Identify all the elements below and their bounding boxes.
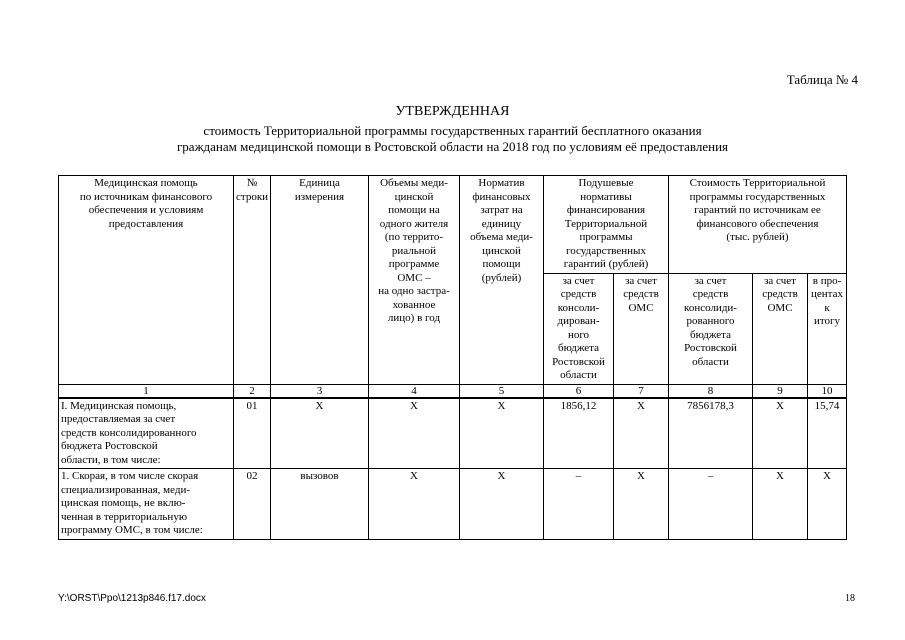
cell-line: центах bbox=[811, 288, 843, 300]
cell-line: ного bbox=[567, 328, 590, 341]
column-number: 1 bbox=[59, 384, 234, 398]
cell-line: гарантий по источникам ее bbox=[694, 204, 821, 216]
cell-line: Медицинская помощь bbox=[94, 177, 198, 189]
cell-line: средств консолидированного bbox=[61, 426, 197, 439]
cell-line: области bbox=[560, 369, 597, 381]
cell-line: Единица bbox=[299, 177, 340, 189]
row-c8: 7856178,3 bbox=[669, 398, 753, 469]
column-number: 6 bbox=[544, 384, 614, 398]
cell-line: строки bbox=[236, 190, 269, 203]
header-c67 bbox=[544, 176, 669, 274]
row-number: 02 bbox=[234, 469, 271, 540]
cell-line: помощи bbox=[482, 258, 521, 270]
row-number: 01 bbox=[234, 398, 271, 469]
header-c7 bbox=[614, 273, 669, 384]
table-number: Таблица № 4 bbox=[786, 72, 858, 87]
title-line-2: стоимость Территориальной программы государственных гарантий бесплатного оказания bbox=[203, 123, 702, 138]
cell-line: за счет bbox=[764, 274, 796, 287]
cell-line: цинской bbox=[482, 244, 521, 257]
row-name bbox=[59, 469, 234, 540]
cell-line: Ростовской bbox=[684, 342, 737, 354]
cell-line: измерения bbox=[294, 190, 345, 203]
file-path: Y:\ORST\Ppo\1213p846.f17.docx bbox=[58, 593, 206, 604]
header-row-1 bbox=[59, 176, 847, 274]
cell-line: ОМС bbox=[767, 301, 793, 314]
column-number: 3 bbox=[271, 384, 369, 398]
row-c9: Х bbox=[753, 469, 808, 540]
column-number: 2 bbox=[234, 384, 271, 398]
cost-table bbox=[58, 175, 847, 540]
cell-line: Стоимость Территориальной bbox=[689, 177, 826, 189]
column-number-row bbox=[59, 384, 847, 398]
title-line-3: гражданам медицинской помощи в Ростовской области на 2018 год по условиям её предоставления bbox=[176, 139, 729, 154]
row-unit: Х bbox=[271, 398, 369, 469]
header-c9 bbox=[753, 273, 808, 384]
header-c810 bbox=[669, 176, 847, 274]
cell-line: за счет bbox=[562, 274, 595, 287]
cell-line: обеспечения и условиям bbox=[88, 204, 204, 216]
cell-line: программы государственных bbox=[689, 190, 826, 203]
cell-line: Ростовской bbox=[552, 355, 605, 368]
cell-line: (рублей) bbox=[481, 271, 522, 284]
title-approved: УТВЕРЖДЕННАЯ bbox=[395, 104, 510, 119]
cell-line: затрат на bbox=[480, 204, 523, 216]
cell-line: дирован- bbox=[557, 315, 600, 327]
cell-line: области bbox=[692, 355, 729, 368]
cell-line: единицу bbox=[481, 217, 522, 230]
cell-line: гарантий (рублей) bbox=[563, 258, 649, 270]
cell-line: Объемы меди- bbox=[380, 177, 448, 189]
row-unit: вызовов bbox=[271, 469, 369, 540]
cell-line: к итогу bbox=[813, 301, 841, 327]
cell-line: объема меди- bbox=[470, 231, 533, 243]
cell-line: № bbox=[246, 177, 258, 189]
cell-line: на одно застра- bbox=[378, 285, 450, 297]
cell-line: по источникам финансового bbox=[79, 190, 213, 203]
row-c7: Х bbox=[614, 398, 669, 469]
column-number: 9 bbox=[753, 384, 808, 398]
header-c3 bbox=[271, 176, 369, 385]
cell-line: I. Медицинская помощь, bbox=[61, 399, 177, 412]
cell-line: нормативы bbox=[580, 190, 632, 203]
row-norm: Х bbox=[460, 398, 544, 469]
cell-line: риальной bbox=[391, 244, 437, 257]
cell-line: предоставления bbox=[108, 217, 184, 230]
cell-line: Подушевые bbox=[578, 177, 634, 189]
cell-line: специализированная, меди- bbox=[61, 483, 191, 496]
cell-line: лицо) в год bbox=[387, 312, 441, 324]
cell-line: бюджета bbox=[557, 342, 599, 354]
cell-line: финансового обеспечения bbox=[696, 217, 819, 230]
cell-line: бюджета Ростовской bbox=[61, 440, 158, 452]
row-norm: Х bbox=[460, 469, 544, 540]
column-number: 7 bbox=[614, 384, 669, 398]
row-c6: – bbox=[544, 469, 614, 540]
cell-line: бюджета bbox=[689, 328, 731, 341]
row-volume: Х bbox=[369, 469, 460, 540]
header-c1 bbox=[59, 176, 234, 385]
row-volume: Х bbox=[369, 398, 460, 469]
header-c4 bbox=[369, 176, 460, 385]
row-c8: – bbox=[669, 469, 753, 540]
cell-line: хованное bbox=[392, 298, 436, 311]
page-number: 18 bbox=[845, 593, 855, 604]
cell-line: области, в том числе: bbox=[61, 453, 161, 466]
cell-line: консолиди- bbox=[684, 301, 737, 314]
cell-line: за счет bbox=[625, 274, 657, 287]
cell-line: программе bbox=[388, 258, 440, 270]
table-row bbox=[59, 469, 847, 540]
cell-line: финансирования bbox=[566, 204, 646, 216]
cell-line: средств bbox=[623, 288, 659, 300]
header-c2 bbox=[234, 176, 271, 385]
cell-line: предоставляемая за счет bbox=[61, 413, 176, 425]
row-c10: Х bbox=[808, 469, 847, 540]
cell-line: государственных bbox=[566, 244, 646, 257]
cell-line: Территориальной bbox=[564, 217, 648, 230]
column-number: 8 bbox=[669, 384, 753, 398]
row-c10: 15,74 bbox=[808, 398, 847, 469]
column-number: 10 bbox=[808, 384, 847, 398]
cell-line: помощи на bbox=[388, 204, 440, 216]
cell-line: 1. Скорая, в том числе скорая bbox=[61, 470, 199, 482]
cell-line: ОМС bbox=[628, 301, 654, 314]
cell-line: цинской bbox=[394, 190, 434, 203]
cell-line: средств bbox=[692, 288, 729, 300]
row-name bbox=[59, 398, 234, 469]
row-c6: 1856,12 bbox=[544, 398, 614, 469]
cell-line: средств bbox=[762, 288, 798, 300]
cell-line: ченная в территориальную bbox=[61, 510, 188, 523]
cell-line: одного жителя bbox=[379, 217, 449, 230]
cell-line: в про- bbox=[812, 274, 842, 287]
header-c6 bbox=[544, 273, 614, 384]
header-c8 bbox=[669, 273, 753, 384]
cell-line: (тыс. рублей) bbox=[726, 231, 789, 243]
header-c10 bbox=[808, 273, 847, 384]
header-c5 bbox=[460, 176, 544, 385]
cell-line: рованного bbox=[686, 315, 735, 327]
row-c7: Х bbox=[614, 469, 669, 540]
cell-line: Норматив bbox=[478, 177, 525, 189]
cell-line: (по террито- bbox=[384, 231, 444, 243]
table-row bbox=[59, 398, 847, 469]
cell-line: цинская помощь, не вклю- bbox=[61, 497, 186, 509]
row-c9: Х bbox=[753, 398, 808, 469]
cell-line: программу ОМС, в том числе: bbox=[61, 524, 203, 536]
cell-line: программы bbox=[579, 231, 633, 243]
document-title bbox=[0, 104, 905, 155]
cell-line: за счет bbox=[694, 274, 727, 287]
cell-line: консоли- bbox=[557, 301, 600, 314]
column-number: 4 bbox=[369, 384, 460, 398]
cell-line: финансовых bbox=[472, 190, 531, 203]
column-number: 5 bbox=[460, 384, 544, 398]
cell-line: ОМС – bbox=[397, 271, 431, 284]
cell-line: средств bbox=[560, 288, 597, 300]
